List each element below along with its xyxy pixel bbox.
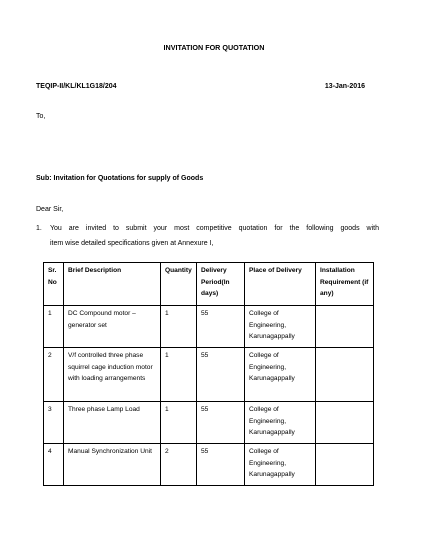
subject-line: Sub: Invitation for Quotations for supply of Goods: [36, 175, 204, 182]
cell-place-of-delivery: College of Engineering, Karunagappally: [245, 306, 316, 348]
cell-quantity: 2: [161, 444, 197, 486]
header-description: Brief Description: [64, 263, 161, 306]
document-title: INVITATION FOR QUOTATION: [163, 43, 265, 52]
cell-place-of-delivery: College of Engineering, Karunagappally: [245, 348, 316, 402]
header-sr-no: Sr. No: [44, 263, 64, 306]
cell-description: Manual Synchronization Unit: [64, 444, 161, 486]
cell-description: Three phase Lamp Load: [64, 402, 161, 444]
addressee-line: To,: [36, 113, 46, 120]
cell-sr-no: 1: [44, 306, 64, 348]
cell-sr-no: 4: [44, 444, 64, 486]
cell-installation: [316, 348, 374, 402]
paragraph-line-1: You are invited to submit your most competitive quotation for the following goods with: [50, 225, 379, 232]
paragraph-line-2: item wise detailed specifications given at Annexure I,: [50, 240, 214, 247]
salutation: Dear Sir,: [36, 206, 64, 213]
cell-description: DC Compound motor – generator set: [64, 306, 161, 348]
header-installation: Installation Requirement (if any): [316, 263, 374, 306]
cell-quantity: 1: [161, 306, 197, 348]
cell-delivery-period: 55: [197, 306, 245, 348]
cell-place-of-delivery: College of Engineering, Karunagappally: [245, 402, 316, 444]
document-date: 13-Jan-2016: [324, 83, 365, 90]
reference-number: TEQIP-II/KL/KL1G18/204: [36, 83, 117, 90]
paragraph-1: [36, 221, 379, 251]
cell-delivery-period: 55: [197, 402, 245, 444]
table-row: [44, 348, 374, 402]
cell-sr-no: 3: [44, 402, 64, 444]
cell-quantity: 1: [161, 402, 197, 444]
cell-installation: [316, 306, 374, 348]
table-row: [44, 306, 374, 348]
header-place-of-delivery: Place of Delivery: [245, 263, 316, 306]
cell-description: V/f controlled three phase squirrel cage induction motor with loading arrangements: [64, 348, 161, 402]
header-delivery-period: Delivery Period(In days): [197, 263, 245, 306]
table-row: [44, 444, 374, 486]
cell-installation: [316, 402, 374, 444]
goods-table: [43, 262, 374, 486]
cell-installation: [316, 444, 374, 486]
cell-place-of-delivery: College of Engineering, Karunagappally: [245, 444, 316, 486]
header-quantity: Quantity: [161, 263, 197, 306]
cell-delivery-period: 55: [197, 444, 245, 486]
cell-delivery-period: 55: [197, 348, 245, 402]
table-row: [44, 402, 374, 444]
cell-quantity: 1: [161, 348, 197, 402]
table-header-row: [44, 263, 374, 306]
cell-sr-no: 2: [44, 348, 64, 402]
paragraph-number: 1.: [36, 225, 42, 232]
